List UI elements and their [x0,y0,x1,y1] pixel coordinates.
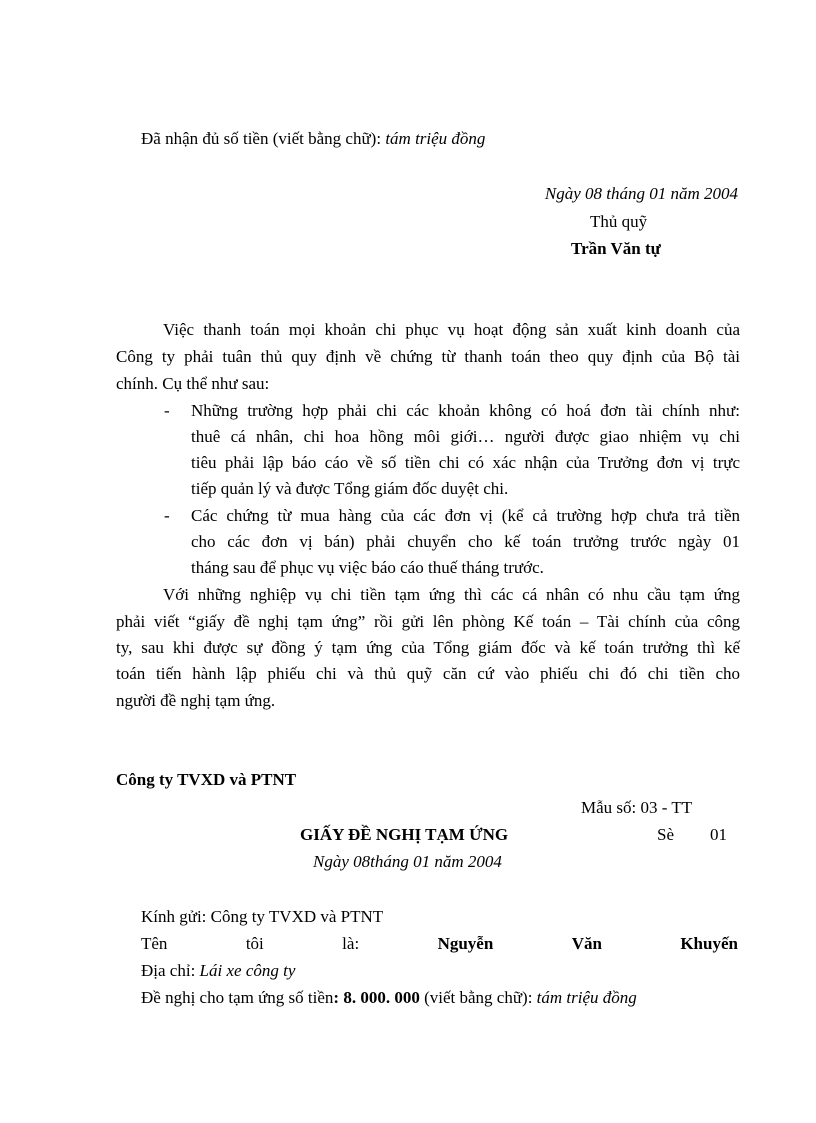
form-date: Ngày 08tháng 01 năm 2004 [313,852,502,871]
applicant-name-part-2: Văn [571,934,602,953]
policy-line-3: chính. Cụ thể như sau: [116,374,270,393]
bullet-1-line-1: Những trường hợp phải chi các khoản không có hoá đơn tài chính như: [191,401,740,420]
form-number-value: 01 [710,825,727,844]
amount-label: Đề nghị cho tạm ứng số tiền [141,988,334,1007]
bullet-2-line-1: Các chứng từ mua hàng của các đơn vị (kể cả trường hợp chưa trả tiền [191,506,740,525]
address-line [141,958,295,984]
recipient-value: Công ty TVXD và PTNT [210,907,384,926]
amount-value: 8. 000. 000 [343,988,420,1007]
name-word-3: là: [342,934,360,953]
advance-line-2: phải viết “giấy đề nghị tạm ứng” rồi gửi lên phòng Kế toán – Tài chính của công [116,612,740,631]
advance-line-4: toán tiến hành lập phiếu chi và thủ quỹ căn cứ vào phiếu chi đó chi tiền cho [116,664,740,683]
address-label: Địa chỉ: [141,961,200,980]
recipient-line [141,904,383,930]
amount-words-label: (viết bằng chữ): [419,988,537,1007]
amount-colon: : [333,988,344,1007]
company-name: Công ty TVXD và PTNT [116,770,297,789]
cashier-title: Thủ quỹ [590,212,648,231]
recipient-label: Kính gửi: [141,907,211,926]
form-title: GIẤY ĐỀ NGHỊ TẠM ỨNG [300,825,509,844]
form-number-label: Sè [657,825,674,844]
amount-line [141,985,637,1011]
bullet-2-line-2: cho các đơn vị bán) phải chuyển cho kế toán trưởng trước ngày 01 [191,532,740,551]
address-value: Lái xe công ty [199,961,296,980]
applicant-name-part-3: Khuyến [680,934,738,953]
bullet-1-line-3: tiêu phải lập báo cáo về số tiền chi có xác nhận của Trưởng đơn vị trực [191,453,740,472]
received-amount-line [141,126,485,152]
received-label: Đã nhận đủ số tiền (viết bằng chữ): [141,129,386,148]
policy-line-2: Công ty phải tuân thủ quy định về chứng từ thanh toán theo quy định của Bộ tài [116,347,740,366]
amount-words-value: tám triệu đồng [536,988,637,1007]
advance-line-3: ty, sau khi được sự đồng ý tạm ứng của Tổng giám đốc và kế toán trưởng thì kế [116,638,740,657]
bullet-1-line-2: thuê cá nhân, chi hoa hồng môi giới… người được giao nhiệm vụ chi [191,427,740,446]
received-value: tám triệu đồng [385,129,486,148]
bullet-1-line-4: tiếp quản lý và được Tổng giám đốc duyệt chi. [191,479,509,498]
bullet-2-marker: - [164,506,170,525]
receipt-date: Ngày 08 tháng 01 năm 2004 [544,184,738,203]
applicant-name-part-1: Nguyễn [437,934,494,953]
advance-line-1: Với những nghiệp vụ chi tiền tạm ứng thì các cá nhân có nhu cầu tạm ứng [163,585,740,604]
policy-line-1: Việc thanh toán mọi khoản chi phục vụ hoạt động sản xuất kinh doanh của [163,320,740,339]
bullet-2-line-3: tháng sau để phục vụ việc báo cáo thuế tháng trước. [191,558,544,577]
name-word-1: Tên [141,934,168,953]
form-code: Mẫu số: 03 - TT [581,798,693,817]
bullet-1-marker: - [164,401,170,420]
name-word-2: tôi [245,934,264,953]
advance-line-5: người đề nghị tạm ứng. [116,691,276,710]
cashier-name: Trần Văn tự [571,239,661,258]
applicant-name-line [141,931,738,957]
